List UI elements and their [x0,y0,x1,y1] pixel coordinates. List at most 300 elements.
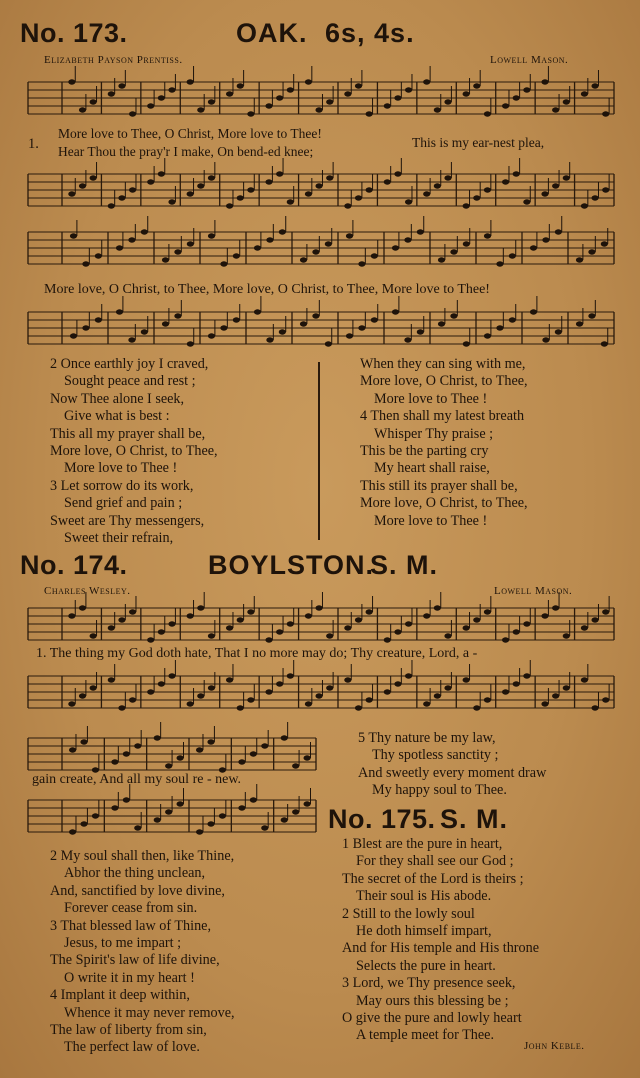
note-head [247,609,254,614]
note-head [134,825,141,830]
note-head [588,313,595,318]
note-head [238,759,245,764]
hymn-173-verse-line: More love, O Christ, to Thee, [50,443,218,460]
note-head [287,87,294,92]
note-head [111,759,118,764]
note-head [588,249,595,254]
note-head [417,329,424,334]
hymn-175-verse-line: Their soul is His abode. [356,888,492,905]
note-head [158,681,165,686]
note-head [90,99,97,104]
note-head [602,187,609,192]
note-head [601,341,608,346]
note-head [116,245,123,250]
hymn-175-meter: S. M. [440,804,509,834]
note-head [129,609,136,614]
note-head [581,91,588,96]
note-head [496,325,503,330]
note-head [346,233,353,238]
note-head [326,685,333,690]
hymn-175-verse-line: And for His temple and His throne [342,940,540,957]
note-head [502,637,509,642]
hymn-175-number: No. 175. [328,804,436,834]
note-head [118,617,125,622]
note-head [197,693,204,698]
note-head [123,797,130,802]
hymn-174-verses-right [358,730,546,800]
note-head [384,103,391,108]
note-head [371,317,378,322]
note-head [423,79,430,84]
note-head [233,253,240,258]
note-head [450,249,457,254]
staff-174-2-treble [14,734,326,774]
note-head [208,633,215,638]
note-head [123,751,130,756]
staff-174-1-treble [14,604,626,644]
note-head [355,83,362,88]
note-head [165,763,172,768]
note-head [326,99,333,104]
note-head [434,107,441,112]
staff-173-2-bass [14,308,626,348]
hymn-174-verse-line: Thy spotless sanctity ; [372,747,499,764]
note-head [266,237,273,242]
note-head [237,195,244,200]
note-head [69,747,76,752]
hymn-174-lyric-line-1: 1. The thing my God doth hate, That I no more may do; Thy creature, Lord, a - [36,646,478,661]
note-head [226,203,233,208]
note-head [326,633,333,638]
note-head [366,187,373,192]
hymn-174-verse-line: And sweetly every moment draw [358,764,547,781]
hymn-175-verses [342,836,539,1045]
note-head [79,107,86,112]
note-head [530,245,537,250]
note-head [141,329,148,334]
hymn-174-verse-line: Abhor the thing unclean, [64,865,206,882]
note-head [287,621,294,626]
note-head [158,629,165,634]
note-head [563,99,570,104]
hymn-173-verse-line: 3 Let sorrow do its work, [50,477,194,494]
hymn-173-tune: OAK. [236,18,308,48]
column-divider [318,362,320,540]
hymn-173-composer: Lowell Mason. [490,54,569,66]
staff-173-1-treble [14,78,626,118]
note-head [158,171,165,176]
hymn-173-verse-line: Sweet are Thy messengers, [50,512,205,529]
note-head [473,705,480,710]
note-head [394,629,401,634]
note-head [423,701,430,706]
note-head [187,79,194,84]
note-head [513,629,520,634]
note-head [463,625,470,630]
hymn-174-verse-line: Whence it may never remove, [64,1004,235,1021]
note-head [300,257,307,262]
note-head [392,245,399,250]
hymn-173-verses-left [50,356,218,547]
note-head [513,95,520,100]
note-head [281,735,288,740]
note-head [405,673,412,678]
note-head [187,241,194,246]
note-head [405,199,412,204]
hymn-175-verse-line: 2 Still to the lowly soul [342,905,475,922]
note-head [196,747,203,752]
hymn-174-verses-left [50,848,235,1057]
note-head [134,743,141,748]
note-head [502,103,509,108]
note-head [552,183,559,188]
note-head [79,183,86,188]
note-head [541,191,548,196]
note-head [405,621,412,626]
note-head [423,613,430,618]
note-head [300,321,307,326]
note-head [576,257,583,262]
note-head [484,609,491,614]
note-head [162,321,169,326]
hymn-174-number: No. 174. [20,550,128,580]
note-head [325,341,332,346]
note-head [355,617,362,622]
note-head [463,677,470,682]
note-head [305,191,312,196]
note-head [463,203,470,208]
note-head [552,693,559,698]
note-head [219,813,226,818]
note-head [177,755,184,760]
note-head [129,697,136,702]
note-head [434,183,441,188]
note-head [358,261,365,266]
hymn-175-verse-line: O give the pure and lowly heart [342,1010,522,1027]
note-head [484,333,491,338]
note-head [513,681,520,686]
note-head [82,261,89,266]
note-head [366,111,373,116]
note-head [326,175,333,180]
note-head [147,103,154,108]
note-head [444,685,451,690]
note-head [187,191,194,196]
note-head [68,613,75,618]
note-head [423,191,430,196]
note-head [276,629,283,634]
hymn-173-verse-line: More love to Thee ! [374,390,488,407]
hymn-173-verse-line: Give what is best : [64,408,170,425]
note-head [366,697,373,702]
note-head [247,697,254,702]
hymn-174-verse-line: O write it in my heart ! [64,969,195,986]
hymn-173-verse-line: More love to Thee ! [374,512,488,529]
note-head [484,187,491,192]
note-head [247,111,254,116]
note-head [315,605,322,610]
note-head [279,229,286,234]
note-head [165,809,172,814]
note-head [552,107,559,112]
note-head [177,801,184,806]
note-head [95,317,102,322]
hymn-175-verse-line: Selects the pure in heart. [356,957,496,974]
note-head [250,797,257,802]
note-head [563,633,570,638]
note-head [315,693,322,698]
note-head [265,637,272,642]
note-head [509,317,516,322]
note-head [355,195,362,200]
note-head [444,633,451,638]
note-head [563,175,570,180]
note-head [118,83,125,88]
hymn-173-meter: 6s, 4s. [325,18,415,48]
hymn-173-lyric-line-c: This is my ear-nest plea, [412,135,545,150]
hymn-173-number: No. 173. [20,18,128,48]
note-head [509,253,516,258]
note-head [68,79,75,84]
note-head [601,241,608,246]
hymn-173-verse-line: Now Thee alone I seek, [50,390,185,407]
hymn-174-verse-line: The law of liberty from sin, [50,1022,207,1039]
note-head [147,179,154,184]
note-head [552,605,559,610]
note-head [95,253,102,258]
hymn-173-verse-line: Send grief and pain ; [64,495,183,512]
hymn-173-verse-line: 2 Once earthly joy I craved, [50,356,209,372]
note-head [174,249,181,254]
note-head [358,325,365,330]
note-head [266,337,273,342]
note-head [108,203,115,208]
note-head [116,309,123,314]
note-head [344,203,351,208]
note-head [279,329,286,334]
note-head [513,171,520,176]
note-head [523,87,530,92]
hymn-173-author: Elizabeth Payson Prentiss. [44,54,183,66]
note-head [108,625,115,630]
note-head [312,313,319,318]
note-head [129,187,136,192]
note-head [555,329,562,334]
staff-174-2-bass [14,796,326,836]
note-head [276,95,283,100]
hymn-175-verse-line: A temple meet for Thee. [356,1027,495,1044]
note-head [404,337,411,342]
note-head [147,689,154,694]
note-head [523,199,530,204]
note-head [394,681,401,686]
note-head [542,237,549,242]
hymn-173-verse-line: This be the parting cry [360,443,489,460]
hymn-173-verse-line: More love to Thee ! [64,460,178,477]
note-head [261,825,268,830]
note-head [250,751,257,756]
hymn-174-verse-line: The perfect law of love. [64,1039,200,1056]
hymn-174-verse-line: 5 Thy nature be my law, [358,730,496,746]
hymn-175-verse-line: 3 Lord, we Thy presence seek, [342,975,516,992]
note-head [591,83,598,88]
note-head [237,705,244,710]
note-head [602,111,609,116]
note-head [292,763,299,768]
hymn-173-verse-number: 1. [28,136,39,152]
note-head [197,183,204,188]
note-head [162,257,169,262]
note-head [111,805,118,810]
note-head [168,621,175,626]
note-head [226,677,233,682]
note-head [207,739,214,744]
note-head [154,817,161,822]
note-head [220,261,227,266]
note-head [591,195,598,200]
note-head [417,229,424,234]
note-head [473,617,480,622]
note-head [384,637,391,642]
hymn-173-verse-line: When they can sing with me, [360,356,526,372]
note-head [265,179,272,184]
note-head [70,233,77,238]
note-head [305,613,312,618]
note-head [315,107,322,112]
hymn-174-meter: S. M. [370,550,439,580]
note-head [484,233,491,238]
hymn-173-verse-line: This all my prayer shall be, [50,425,206,442]
note-head [187,701,194,706]
note-head [237,617,244,622]
note-head [207,821,214,826]
note-head [581,625,588,630]
note-head [108,91,115,96]
note-head [80,739,87,744]
note-head [602,609,609,614]
note-head [118,195,125,200]
hymn-174-verse-line: Forever cease from sin. [64,900,198,917]
note-head [69,829,76,834]
note-head [80,821,87,826]
note-head [344,677,351,682]
note-head [305,79,312,84]
note-head [238,805,245,810]
note-head [555,229,562,234]
note-head [187,341,194,346]
note-head [541,613,548,618]
note-head [473,83,480,88]
note-head [82,325,89,330]
note-head [502,179,509,184]
note-head [281,817,288,822]
note-head [463,241,470,246]
note-head [220,325,227,330]
note-head [292,809,299,814]
hymn-175-verse-line: The secret of the Lord is theirs ; [342,870,524,887]
note-head [79,693,86,698]
hymn-173-verse-line: More love, O Christ, to Thee, [360,373,528,390]
note-head [226,91,233,96]
note-head [141,229,148,234]
note-head [208,233,215,238]
hymn-173-lyric-line-2: More love, O Christ, to Thee, More love, O Christ, to Thee, More love to Thee! [44,282,490,297]
hymn-174-composer: Lowell Mason. [494,585,573,597]
note-head [118,705,125,710]
note-head [208,175,215,180]
note-head [450,313,457,318]
note-head [394,95,401,100]
note-head [168,673,175,678]
hymn-174-tune: BOYLSTON. [208,550,375,580]
note-head [542,337,549,342]
hymn-174-verse-line: 4 Implant it deep within, [50,987,190,1004]
note-head [68,191,75,196]
note-head [484,697,491,702]
note-head [384,689,391,694]
note-head [305,701,312,706]
note-head [530,309,537,314]
note-head [90,633,97,638]
hymn-175-verse-line: He doth himself impart, [356,923,492,940]
note-head [344,625,351,630]
note-head [154,735,161,740]
hymn-173-verse-line: My heart shall raise, [374,460,490,477]
hymn-173-verse-line: Whisper Thy praise ; [374,425,494,442]
note-head [346,333,353,338]
hymn-174-verse-line: The Spirit's law of life divine, [50,952,220,969]
hymn-174-author: Charles Wesley. [44,585,131,597]
staff-173-2-treble [14,228,626,268]
note-head [265,103,272,108]
note-head [287,199,294,204]
note-head [463,341,470,346]
note-head [247,187,254,192]
note-head [92,813,99,818]
staff-173-1-bass [14,170,626,210]
note-head [434,693,441,698]
note-head [129,111,136,116]
note-head [384,179,391,184]
note-head [496,261,503,266]
note-head [602,697,609,702]
hymn-174-lyric-line-2: gain create, And all my soul re - new. [32,772,242,787]
hymn-173-lyric-line-a: More love to Thee, O Christ, More love to Thee! [58,126,322,141]
hymn-174-verse-line: My happy soul to Thee. [372,782,507,799]
note-head [90,685,97,690]
hymn-174-verse-line: Jesus, to me impart ; [64,935,182,952]
note-head [344,91,351,96]
note-head [541,701,548,706]
note-head [576,321,583,326]
note-head [523,621,530,626]
hymn-175-verse-line: For they shall see our God ; [356,853,514,870]
note-head [366,609,373,614]
note-head [128,237,135,242]
note-head [147,637,154,642]
note-head [108,677,115,682]
staff-174-1-bass [14,672,626,712]
hymn-174-verse-line: 3 That blessed law of Thine, [50,917,212,934]
note-head [261,743,268,748]
note-head [254,245,261,250]
note-head [90,175,97,180]
note-head [312,249,319,254]
note-head [197,605,204,610]
note-head [174,313,181,318]
note-head [404,237,411,242]
note-head [226,625,233,630]
